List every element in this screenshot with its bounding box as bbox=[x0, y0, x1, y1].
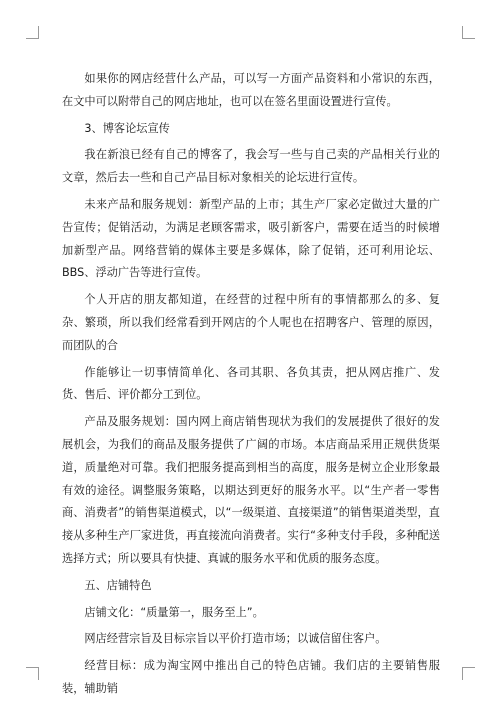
crop-mark-top-left bbox=[26, 26, 39, 39]
line-store-culture: 店铺文化：“质量第一，服务至上”。 bbox=[84, 605, 264, 619]
paragraph-blog: 我在新浪已经有自己的博客了，我会写一些与自己卖的产品相关行业的文章，然后去一些和自己产品目标对象相关的论坛进行宣传。 bbox=[62, 148, 440, 185]
crop-mark-top-right bbox=[462, 26, 475, 39]
paragraph-product-service: 产品及服务规划：国内网上商店销售现状为我们的发展提供了很好的发展机会，为我们的商品及服务提供了广阔的市场。本店商品采用正规供货渠道，质量绝对可靠。我们把服务提高到相当的高度，服务是树立企业形象最有效的途径。调整服务策略，以期达到更好的服务水平。以“生产者一零售商、消费者”的销售渠道模式，以“一级渠道、直接渠道”的销售渠道类型，直接从多种生产厂家进货，再直接流向消费者。实行“多种支付手段，多种配送选择方式；所以要具有快捷、真诚的服务水平和优质的服务态度。 bbox=[62, 415, 440, 565]
line-store-purpose: 网店经营宗旨及目标宗旨以平价打造市场；以诚信留住客户。 bbox=[84, 632, 387, 646]
document-body bbox=[62, 68, 440, 705]
section-heading-store-features: 五、店铺特色 bbox=[84, 578, 152, 592]
crop-mark-bottom-left bbox=[26, 667, 39, 680]
crop-mark-bottom-right bbox=[462, 667, 475, 680]
paragraph-team: 个人开店的朋友都知道，在经营的过程中所有的事情都那么的多、复杂、繁琐，所以我们经常看到开网店的个人呢也在招聘客户、管理的原因，而团队的合 bbox=[62, 293, 440, 352]
paragraph-business-goal: 经营目标：成为淘宝网中推出自己的特色店铺。我们店的主要销售服装，辅助销 bbox=[62, 659, 440, 695]
paragraph-product-articles: 如果你的网店经营什么产品，可以写一方面产品资料和小常识的东西，在文中可以附带自己的网店地址，也可以在签名里面设置进行宣传。 bbox=[62, 72, 440, 108]
paragraph-team-continued: 作能够让一切事情简单化、各司其职、各负其责，把从网店推广、发货、售后、评价都分工到位。 bbox=[62, 365, 440, 402]
paragraph-future-planning: 未来产品和服务规划：新型产品的上市；其生产厂家必定做过大量的广告宣传；促销活动，为满足老顾客需求，吸引新客户，需要在适当的时候增加新型产品。网络营销的媒体主要是多媒体，除了促销，还可利用论坛、BBS、浮动广告等进行宣传。 bbox=[62, 197, 440, 280]
section-heading-blog-forum: 3、博客论坛宣传 bbox=[84, 121, 170, 135]
